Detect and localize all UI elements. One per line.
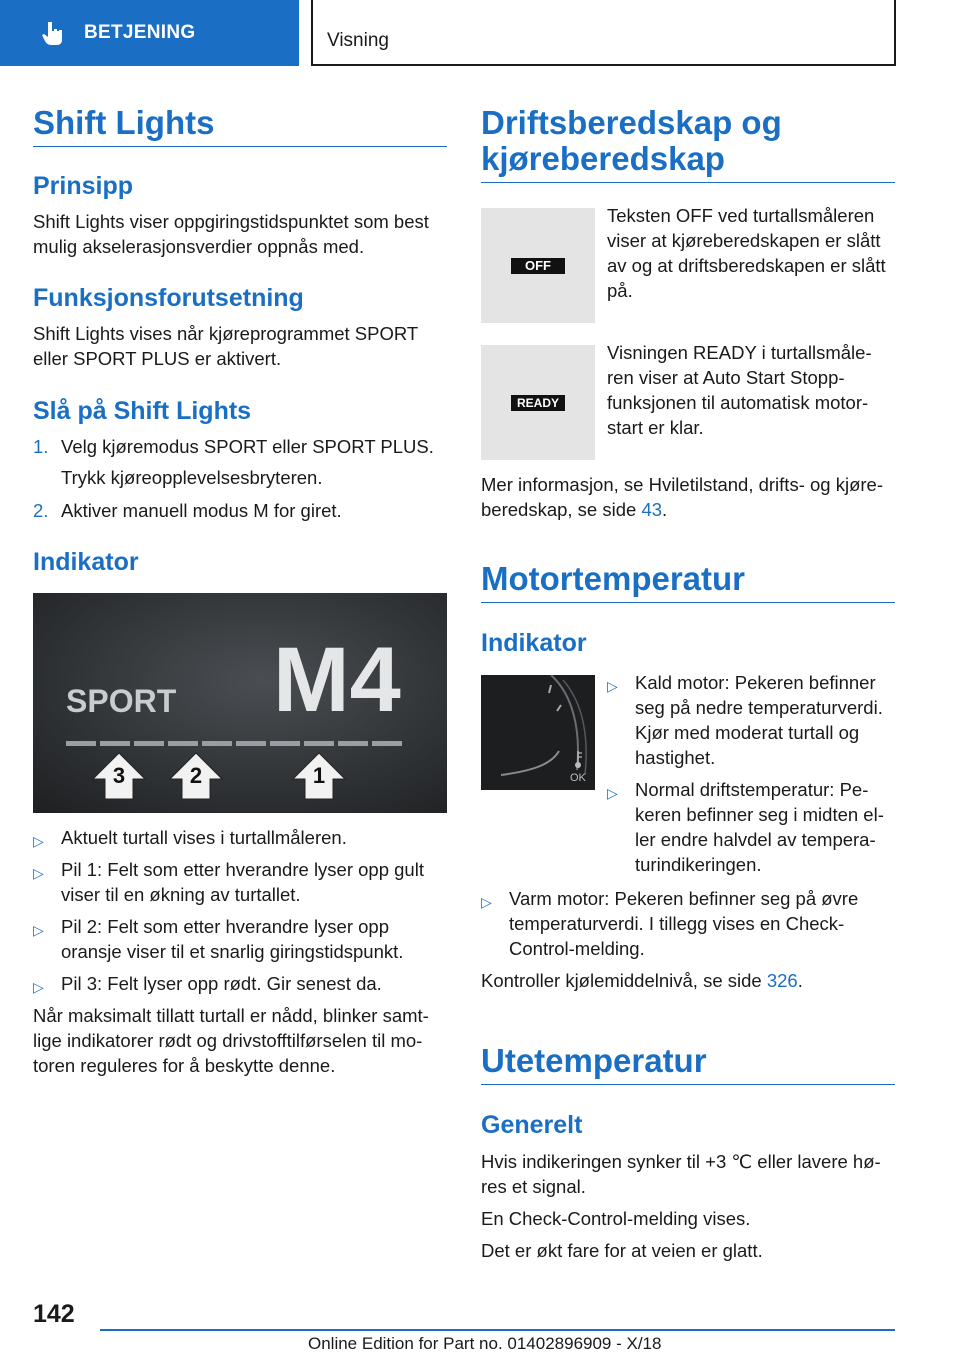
funksjon-heading: Funksjonsforutsetning — [33, 284, 304, 312]
more-info-1: Mer informasjon, se Hviletilstand, drifts- og kjøre- — [481, 474, 883, 495]
ready-indicator-image — [481, 345, 595, 460]
edition-text: Online Edition for Part no. 01402896909 - X/18 — [308, 1334, 662, 1353]
triangle-bullet-icon: ▷ — [33, 922, 44, 938]
page-number: 142 — [33, 1300, 75, 1328]
bullet-3-line-1: Pil 2: Felt som etter hverandre lyser opp — [61, 916, 390, 937]
cold-line-3: Kjør med moderat turtall og — [635, 722, 860, 743]
motor-title: Motortemperatur — [481, 561, 895, 603]
shift-lights-display-image — [33, 593, 447, 813]
more-info-period: . — [662, 499, 668, 520]
step-1 — [33, 434, 447, 459]
off-text-1: Teksten OFF ved turtallsmåleren — [607, 205, 875, 226]
ready-text-4: start er klar. — [607, 417, 704, 438]
temperature-gauge-image — [481, 675, 595, 790]
ready-text-3: funksjonen til automatisk motor- — [607, 392, 869, 413]
indikator-after-1: Når maksimalt tillatt turtall er nådd, blinker samt- — [33, 1005, 429, 1026]
list-item — [33, 971, 447, 996]
coolant-check — [481, 968, 803, 993]
bullet-2-line-2: viser til en økning av turtallet. — [61, 884, 301, 905]
ready-text-2: ren viser at Auto Start Stopp- — [607, 367, 845, 388]
indikator-after-2: lige indikatorer rødt og drivstofftilførselen til mo- — [33, 1030, 423, 1051]
coolant-check-text: Kontroller kjølemiddelnivå, se side — [481, 970, 767, 991]
list-item — [33, 825, 447, 850]
footer-rule — [100, 1329, 895, 1331]
more-info-text: beredskap, se side — [481, 499, 642, 520]
ute-text-2: res et signal. — [481, 1176, 586, 1197]
page-43-link[interactable]: 43 — [641, 499, 663, 520]
warm-line-3: Control-melding. — [509, 938, 645, 959]
normal-line-2: keren befinner seg i midten el- — [635, 804, 884, 825]
off-text-2: viser at kjøreberedskapen er slått — [607, 230, 881, 251]
list-item — [481, 886, 895, 961]
ute-text-3: En Check-Control-melding vises. — [481, 1208, 751, 1229]
normal-line-1: Normal driftstemperatur: Pe- — [635, 779, 869, 800]
indikator-heading: Indikator — [33, 548, 139, 576]
triangle-bullet-icon: ▷ — [481, 894, 492, 910]
prinsipp-text-2: mulig akselerasjonsverdier oppnås med. — [33, 236, 365, 257]
off-indicator-image — [481, 208, 595, 323]
more-info-2 — [481, 497, 667, 522]
warm-line-2: temperaturverdi. I tillegg vises en Check- — [509, 913, 845, 934]
bullet-1-line-1: Aktuelt turtall vises i turtallmåleren. — [61, 827, 347, 848]
triangle-bullet-icon: ▷ — [33, 833, 44, 849]
m4-label: M4 — [273, 629, 401, 731]
triangle-bullet-icon: ▷ — [607, 678, 618, 694]
shift-lights-title: Shift Lights — [33, 105, 447, 147]
normal-line-3: ler endre halvdel av tempera- — [635, 829, 876, 850]
ute-title: Utetemperatur — [481, 1043, 895, 1085]
warm-line-1: Varm motor: Pekeren befinner seg på øvre — [509, 888, 859, 909]
bullet-4-line-1: Pil 3: Felt lyser opp rødt. Gir senest da. — [61, 973, 382, 994]
list-item — [33, 914, 447, 964]
ute-text-1: Hvis indikeringen synker til +3 ℃ eller lavere hø- — [481, 1151, 881, 1172]
arrow-3-label: 3 — [112, 763, 126, 788]
arrow-1-label: 1 — [312, 763, 326, 788]
cold-line-4: hastighet. — [635, 747, 716, 768]
step-1-text: Velg kjøremodus SPORT eller SPORT PLUS. — [61, 436, 434, 457]
step-2-number: 2. — [33, 500, 49, 521]
ready-text-1: Visningen READY i turtallsmåle- — [607, 342, 872, 363]
pointing-hand-icon — [40, 20, 66, 46]
sla-pa-heading: Slå på Shift Lights — [33, 397, 252, 425]
drift-title-line-1: Driftsberedskap og — [481, 104, 782, 141]
triangle-bullet-icon: ▷ — [33, 979, 44, 995]
list-item — [607, 777, 895, 877]
sport-label: SPORT — [66, 683, 177, 719]
list-item — [33, 857, 447, 907]
drift-title-line-2: kjøreberedskap — [481, 141, 895, 183]
section-tab[interactable] — [0, 0, 299, 66]
step-1-number: 1. — [33, 436, 49, 457]
subsection-label: Visning — [327, 30, 389, 51]
cold-line-2: seg på nedre temperaturverdi. — [635, 697, 883, 718]
bullet-3-line-2: oransje viser til et snarlig giringstidspunkt. — [61, 941, 404, 962]
list-item — [607, 670, 895, 770]
ready-badge: READY — [511, 395, 565, 411]
coolant-check-period: . — [797, 970, 803, 991]
funksjon-text-1: Shift Lights vises når kjøreprogrammet SPORT — [33, 323, 419, 344]
triangle-bullet-icon: ▷ — [607, 785, 618, 801]
off-text-3: av og at driftsberedskapen er slått — [607, 255, 886, 276]
step-1-sub: Trykk kjøreopplevelsesbryteren. — [61, 467, 323, 488]
cold-line-1: Kald motor: Pekeren befinner — [635, 672, 876, 693]
off-text-4: på. — [607, 280, 633, 301]
generelt-heading: Generelt — [481, 1111, 583, 1139]
indikator-after-3: toren reguleres for å beskytte denne. — [33, 1055, 336, 1076]
prinsipp-heading: Prinsipp — [33, 172, 134, 200]
step-2-text: Aktiver manuell modus M for giret. — [61, 500, 342, 521]
prinsipp-text-1: Shift Lights viser oppgiringstidspunktet som best — [33, 211, 429, 232]
funksjon-text-2: eller SPORT PLUS er aktivert. — [33, 348, 282, 369]
bullet-2-line-1: Pil 1: Felt som etter hverandre lyser opp gult — [61, 859, 424, 880]
arrow-2-label: 2 — [189, 763, 203, 788]
triangle-bullet-icon: ▷ — [33, 865, 44, 881]
section-label: BETJENING — [84, 22, 196, 43]
step-2 — [33, 498, 447, 523]
motor-indikator-heading: Indikator — [481, 629, 587, 657]
ute-text-4: Det er økt fare for at veien er glatt. — [481, 1240, 763, 1261]
off-badge: OFF — [511, 258, 565, 274]
page-326-link[interactable]: 326 — [766, 970, 798, 991]
subsection-header — [311, 0, 896, 66]
gauge-ok-label: OK — [570, 772, 586, 784]
normal-line-4: turindikeringen. — [635, 854, 762, 875]
